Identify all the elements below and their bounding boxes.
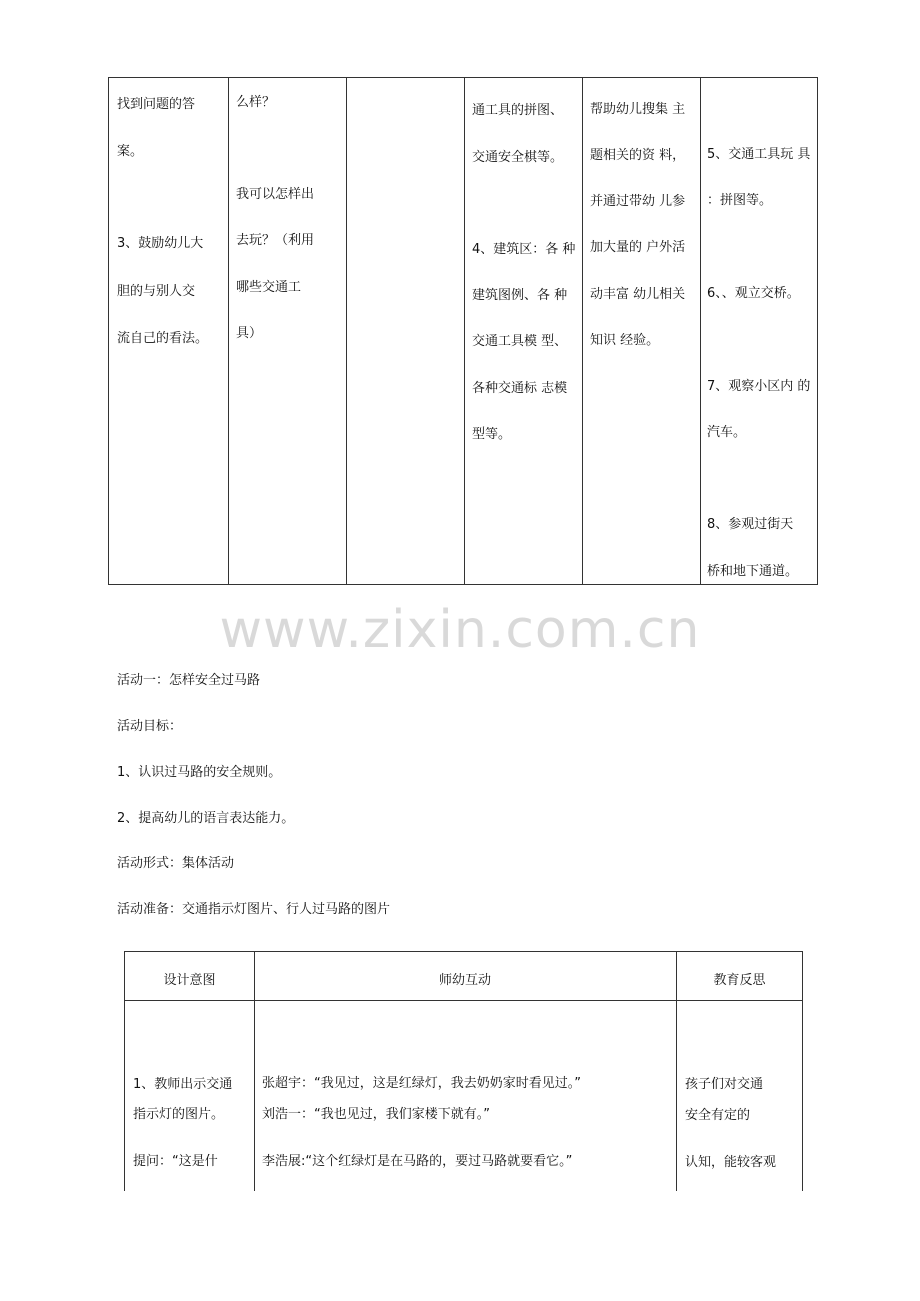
table-cell-text: 5、交通工具玩 具 (707, 147, 811, 162)
activity-title: 活动一：怎样安全过马路 (117, 673, 261, 688)
table-cell-text: 指示灯的图片。 (133, 1107, 225, 1122)
table-cell-text: 案。 (117, 144, 144, 159)
table-cell-text: 帮助幼儿搜集 主 (590, 102, 686, 117)
header-design-intent: 设计意图 (163, 973, 216, 988)
table-cell-text: 8、参观过街天 (707, 517, 794, 532)
table-cell-text: 么样？ (236, 95, 276, 110)
activity-goals-label: 活动目标： (117, 719, 183, 734)
table-cell-text: 桥和地下通道。 (707, 564, 799, 579)
table-cell-text: 4、建筑区：各 种 (472, 242, 576, 257)
table-cell-text: 胆的与别人交 (117, 284, 196, 299)
table-cell-text: 动丰富 幼儿相关 (590, 287, 686, 302)
table-cell-text: 交通工具模 型、 (472, 334, 568, 349)
table-cell-text: 哪些交通工 (236, 280, 302, 295)
header-divider (125, 1000, 802, 1001)
table-cell-text: 交通安全棋等。 (472, 150, 564, 165)
table-cell-text: 汽车。 (707, 425, 747, 440)
table-cell-text: 型等。 (472, 427, 512, 442)
watermark: www.zixin.com.cn (219, 600, 701, 660)
table-cell-text: 刘浩一：“我也见过，我们家楼下就有。” (262, 1107, 490, 1122)
header-interaction: 师幼互动 (438, 973, 491, 988)
table-cell-text: 流自己的看法。 (117, 331, 209, 346)
activity-preparation: 活动准备：交通指示灯图片、行人过马路的图片 (117, 902, 391, 917)
table-cell-text: 提问：“这是什 (133, 1154, 218, 1169)
table-cell-text: 找到问题的答 (117, 97, 196, 112)
table-cell-text: 去玩？（利用 (236, 233, 315, 248)
table-cell-text: 1、教师出示交通 (133, 1077, 233, 1092)
table-cell-text: 题相关的资 料， (590, 148, 686, 163)
table-cell-text: 李浩展:“这个红绿灯是在马路的，要过马路就要看它。” (262, 1154, 573, 1169)
activity-form: 活动形式：集体活动 (117, 856, 235, 871)
table-cell-text: 通工具的拼图、 (472, 103, 564, 118)
table-cell-text: 并通过带幼 儿参 (590, 194, 686, 209)
table-cell-text: 我可以怎样出 (236, 187, 315, 202)
table-cell-text: 认知，能较客观 (685, 1155, 777, 1170)
table-cell-text: 孩子们对交通 (685, 1077, 764, 1092)
table-cell-text: 张超宇：“我见过，这是红绿灯，我去奶奶家时看见过。” (262, 1076, 581, 1091)
activity-goal-2: 2、提高幼儿的语言表达能力。 (117, 811, 295, 826)
table-column-empty (346, 78, 465, 584)
table-cell-text: 加大量的 户外活 (590, 240, 686, 255)
table-cell-text: 知识 经验。 (590, 333, 660, 348)
activity-goal-1: 1、认识过马路的安全规则。 (117, 765, 282, 780)
table-cell-text: 具） (236, 326, 263, 341)
table-cell-text: 各种交通标 志模 (472, 381, 568, 396)
table-cell-text: 3、鼓励幼儿大 (117, 236, 204, 251)
table-cell-text: 6、、观立交桥。 (707, 286, 800, 301)
table-cell-text: 建筑图例、各 种 (472, 288, 568, 303)
table-cell-text: ：拼图等。 (707, 193, 773, 208)
table-cell-text: 安全有定的 (685, 1108, 751, 1123)
table-cell-text: 7、观察小区内 的 (707, 379, 811, 394)
header-reflection: 教育反思 (713, 973, 766, 988)
